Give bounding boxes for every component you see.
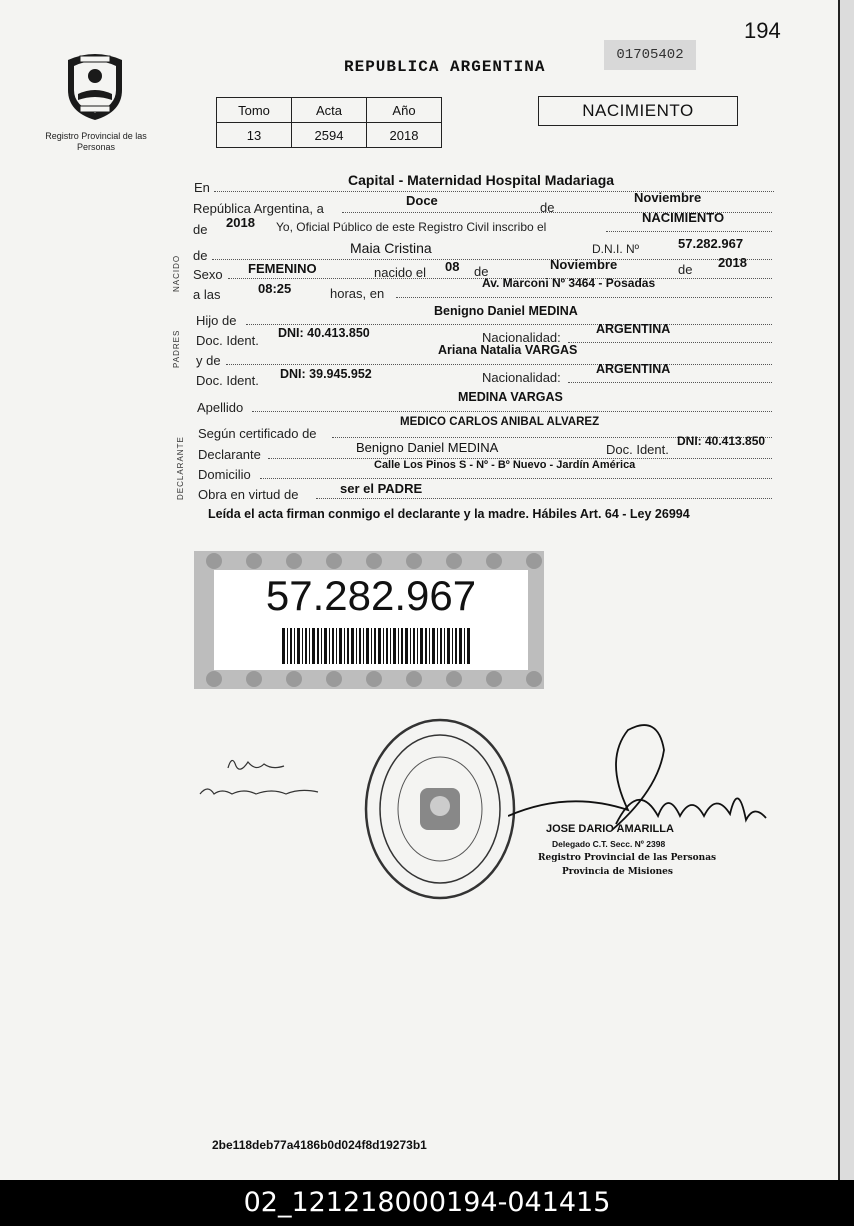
father-value: Benigno Daniel MEDINA [434,304,578,318]
registry-table [216,97,442,148]
footer-id: 02_121218000194-041415 [0,1180,854,1226]
anio-value: 2018 [367,123,442,148]
birth-year-value: 2018 [718,255,747,270]
document-title: REPUBLICA ARGENTINA [344,58,546,76]
anio-header: Año [367,98,442,123]
name-label: de [193,248,208,263]
birth-day-value: 08 [445,259,460,274]
declarant-doc-value: DNI: 40.413.850 [677,434,766,448]
line [396,297,772,298]
closing-note: Leída el acta firman conmigo el declarante y la madre. Hábiles Art. 64 - Ley 26994 [208,507,690,521]
line [252,411,772,412]
year-value: 2018 [226,215,255,230]
page-edge [838,0,854,1180]
and-label: y de [196,353,221,368]
at-label: a las [193,287,221,302]
officer-signature [508,720,770,840]
side-label-padres: PADRES [172,329,181,368]
officer-text: Yo, Oficial Público de este Registro Civil inscribo el [276,220,547,234]
declarant-value: Benigno Daniel MEDINA [356,440,499,455]
tomo-value: 13 [217,123,292,148]
address-value: Calle Los Pinos S - Nº - Bº Nuevo - Jardín América [374,459,636,471]
dni-value: 57.282.967 [678,236,744,251]
born-label: nacido el [374,265,427,280]
de4-label: de [678,262,693,277]
doc-label: Doc. Ident. [196,333,259,348]
side-label-nacido: NACIDO [172,254,181,292]
day-value: Doce [406,193,438,208]
mother-value: Ariana Natalia VARGAS [438,343,578,357]
line [316,498,772,499]
line [568,382,772,383]
officer-office: Registro Provincial de las Personas [538,853,717,863]
act-type-value: NACIMIENTO [642,210,725,225]
hours-label: horas, en [330,286,385,301]
emblem-caption: Registro Provincial de las Personas [45,131,147,152]
father-nat-value: ARGENTINA [596,322,671,336]
republic-label: República Argentina, a [193,201,324,216]
doc2-label: Doc. Ident. [196,373,259,388]
decl-doc-label: Doc. Ident. [606,442,669,457]
by-virtue-value: ser el PADRE [340,481,423,496]
surname-value: MEDINA VARGAS [458,390,563,404]
en-label: En [194,180,210,195]
name-value: Maia Cristina [350,240,432,256]
father-doc-value: DNI: 40.413.850 [278,326,370,340]
cert-value: MEDICO CARLOS ANIBAL ALVAREZ [400,416,600,428]
tomo-header: Tomo [217,98,292,123]
sex-value: FEMENINO [248,261,317,276]
officer-name: JOSE DARIO AMARILLA [546,823,674,835]
de2-label: de [193,222,208,237]
dni-sticker-number: 57.282.967 [265,572,477,619]
surname-label: Apellido [197,400,244,415]
parent-signatures [198,748,338,808]
birth-month-value: Noviembre [550,257,618,272]
line [246,324,772,325]
officer-role: Delegado C.T. Secc. Nº 2398 [552,839,666,849]
line [226,364,772,365]
de-label: de [540,200,555,215]
mother-doc-value: DNI: 39.945.952 [280,367,372,381]
page-number: 194 [744,18,781,43]
address-label: Domicilio [198,467,251,482]
line [606,231,772,232]
month-value: Noviembre [634,190,702,205]
birth-place-value: Av. Marconi Nº 3464 - Posadas [482,276,656,290]
serial-number: 01705402 [604,40,696,70]
line [212,259,772,260]
side-label-declarante: DECLARANTE [176,436,185,500]
mother-nat-value: ARGENTINA [596,362,671,376]
sex-label: Sexo [193,267,223,282]
dni-label: D.N.I. Nº [592,242,640,256]
birth-time-value: 08:25 [258,281,292,296]
document-hash: 2be118deb77a4186b0d024f8d19273b1 [212,1138,427,1152]
provincial-emblem-icon [60,50,130,122]
declarant-label: Declarante [198,447,261,462]
nat2-label: Nacionalidad: [482,370,561,385]
record-type-box: NACIMIENTO [538,96,738,126]
line [568,342,772,343]
acta-value: 2594 [292,123,367,148]
barcode-icon [282,628,472,664]
by-virtue-label: Obra en virtud de [198,487,299,502]
de3-label: de [474,264,489,279]
child-of-label: Hijo de [196,313,237,328]
official-seal-icon [362,716,518,902]
officer-province: Provincia de Misiones [562,867,673,877]
cert-label: Según certificado de [198,426,317,441]
acta-header: Acta [292,98,367,123]
place-value: Capital - Maternidad Hospital Madariaga [348,172,615,188]
nat-label: Nacionalidad: [482,330,561,345]
line [260,478,772,479]
